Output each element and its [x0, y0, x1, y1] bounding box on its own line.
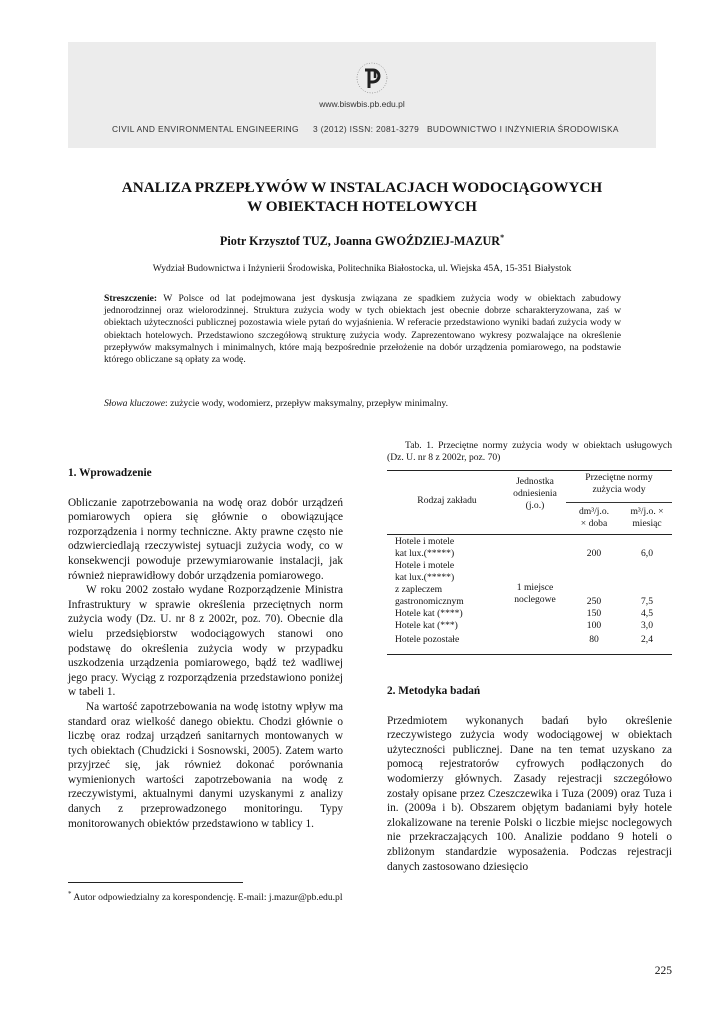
author-footnote-mark: *	[500, 233, 505, 242]
row-name: Hotele pozostałe	[395, 634, 460, 645]
col-header-group-line1: Przeciętne normy	[585, 472, 653, 483]
abstract	[104, 293, 621, 366]
intro-paragraph-1: Obliczanie zapotrzebowania na wodę oraz dobór urządzeń pomiarowych opiera się głównie o obowiązujące rozporządzenia i normy techniczne. Akty prawne często nie odzwierciedlają rzeczywistej sytuacji zużycia wody, co w konsekwencji powoduje przewymiarowanie instalacji, jak również nieprawidłowy dobór urządzenia pomiarowego.	[68, 496, 343, 582]
col-header-daily-line1: dm³/j.o.	[578, 506, 610, 517]
col-header-monthly	[622, 506, 672, 530]
table-caption: Tab. 1. Przeciętne normy zużycia wody w obiektach usługowych (Dz. U. nr 8 z 2002r, poz. 70)	[387, 440, 672, 464]
abstract-text: W Polsce od lat podejmowana jest dyskusja związana ze spadkiem zużycia wody w obiektach zabudowy jednorodzinnej oraz wielorodzinnej. Struktura zużycia wody w tych obiektach jest obecnie dobrze scharakteryzowana, zaś w obiektach użyteczności publicznej pozostawia wiele pytań do wyjaśnienia. W referacie przedstawiono wyniki badań zużycia wody w obiektach hotelowych. Przedstawiono szczegółową strukturę zużycia wody. Zaprezentowano wykresy pozwalające na określenie przepływów maksymalnych i minimalnych, które mają bezpośrednie przełożenie na dobór urządzenia pomiarowego, na podstawie którego obliczane są opłaty za wodę.	[104, 293, 621, 366]
row-name: z zapleczem	[395, 584, 443, 595]
intro-paragraph-2: W roku 2002 zostało wydane Rozporządzenie Ministra Infrastruktury w sprawie określenia przeciętnych norm zużycia wody (Dz. U. nr 8 z 2002r, poz. 70). Obecnie dla wielu przedsiębiorstw wodociągowych stanowi ono podstawę do określenia zużycia wody w przypadku uszkodzenia urządzenia pomiarowego, bądź też wadliwej jego pracy. Wyciąg z rozporządzenia przedstawiono poniżej w tabeli 1.	[68, 584, 343, 699]
table-rule-bottom	[387, 654, 672, 655]
right-column	[387, 684, 672, 874]
row-unit-line2: noclegowe	[514, 594, 556, 605]
row-unit-merged	[487, 582, 583, 606]
table-row	[395, 634, 495, 646]
affiliation: Wydział Budownictwa i Inżynierii Środowiska, Politechnika Białostocka, ul. Wiejska 45A, 15-351 Białystok	[152, 263, 572, 274]
paper-title-line1: ANALIZA PRZEPŁYWÓW W INSTALACJACH WODOCIĄGOWYCH	[121, 179, 603, 196]
table-row	[395, 560, 495, 608]
row-monthly-value: 7,5	[641, 596, 653, 607]
col-header-group-line2: zużycia wody	[592, 484, 646, 495]
col-header-type: Rodzaj zakładu	[417, 495, 477, 506]
row-monthly-value: 2,4	[641, 634, 653, 645]
university-logo	[352, 58, 392, 98]
journal-name-pl: BUDOWNICTWO I INŻYNIERIA ŚRODOWISKA	[427, 124, 619, 134]
col-header-daily	[566, 506, 622, 530]
table-row	[395, 536, 495, 560]
site-url: www.biswbis.pb.edu.pl	[319, 99, 405, 109]
row-monthly-value: 4,5	[641, 608, 653, 619]
col-header-unit-line2: odniesienia	[513, 488, 557, 499]
left-column	[68, 466, 343, 831]
paper-title-line2: W OBIEKTACH HOTELOWYCH	[247, 198, 477, 215]
journal-issue: 3 (2012) ISSN: 2081-3279	[313, 124, 420, 134]
row-name: Hotele i motele	[395, 536, 455, 547]
row-name: Hotele kat (***)	[395, 620, 458, 631]
row-monthly-value: 6,0	[641, 548, 653, 559]
row-name: gastronomicznym	[395, 596, 464, 607]
col-header-daily-line2: × doba	[580, 518, 608, 529]
author-names: Piotr Krzysztof TUZ, Joanna GWOŹDZIEJ-MAZUR	[219, 234, 501, 249]
row-daily-value: 80	[589, 634, 599, 645]
paper-title	[0, 178, 724, 216]
journal-name-en: CIVIL AND ENVIRONMENTAL ENGINEERING	[112, 124, 299, 134]
table-rule-header	[387, 534, 672, 535]
keywords-text: : zużycie wody, wodomierz, przepływ maksymalny, przepływ minimalny.	[165, 398, 448, 409]
row-daily-value: 250	[586, 596, 602, 607]
footnote-mark: *	[68, 890, 72, 898]
col-header-monthly-line1: m³/j.o. ×	[630, 506, 664, 517]
row-daily-value: 200	[586, 548, 602, 559]
col-header-unit-line1: Jednostka	[516, 476, 554, 487]
row-name: Hotele i motele	[395, 560, 455, 571]
keywords	[104, 398, 621, 409]
row-daily-value: 100	[586, 620, 602, 631]
section-heading-methodology: 2. Metodyka badań	[387, 685, 481, 697]
row-daily-value: 150	[586, 608, 602, 619]
row-name: Hotele kat (****)	[395, 608, 463, 619]
abstract-label: Streszczenie:	[104, 293, 158, 304]
table-row	[395, 620, 495, 632]
intro-paragraph-3: Na wartość zapotrzebowania na wodę istotny wpływ ma standard oraz wielkość danego obiektu. Chodzi głównie o liczbę oraz rodzaj urządzeń sanitarnych montowanych w tych obiektach (Chudzicki i Sosnowski, 2005). Zatem warto przyjrzeć się, jak również dokonać porównania wymienionych wartości zapotrzebowania na wodę z rzeczywistymi, aktualnymi danymi uzyskanymi z analizy danych z przeprowadzonego monitoringu. Typy monitorowanych obiektów przedstawiono w tablicy 1.	[68, 700, 343, 830]
table-row	[395, 608, 495, 620]
page-number: 225	[654, 965, 672, 977]
norms-table	[387, 470, 672, 655]
footnote-rule	[68, 882, 243, 883]
table-rule-top	[387, 470, 672, 471]
section-heading-introduction: 1. Wprowadzenie	[68, 467, 152, 479]
methodology-paragraph-1: Przedmiotem wykonanych badań było określenie rzeczywistego zużycia wody wodociągowej w obiektach użyteczności publicznej. Dane na ten temat uzyskano za pomocą rejestratorów cyfrowych podłączonych do wodomierzy głównych. Zasady rejestracji szczegółowo zostały opisane przez Czeszczewika i Tuza (2009) oraz Tuza i in. (2009a i b). Obszarem objętym badaniami były hotele zlokalizowane na terenie Polski o liczbie miejsc noclegowych nie przekraczających 100. Analizie poddano 9 hoteli o zbliżonym standardzie wyposażenia. Podczas rejestracji danych zastosowano dziesięcio	[387, 714, 672, 873]
authors	[0, 233, 724, 249]
row-name: kat lux.(*****)	[395, 572, 455, 583]
row-name: kat lux.(*****)	[395, 548, 455, 559]
row-unit-line1: 1 miejsce	[516, 582, 554, 593]
row-monthly-value: 3,0	[641, 620, 653, 631]
col-header-unit-line3: (j.o.)	[525, 500, 545, 511]
col-header-monthly-line2: miesiąc	[632, 518, 662, 529]
footnote-text: Autor odpowiedzialny za korespondencję. E-mail: j.mazur@pb.edu.pl	[71, 892, 343, 904]
keywords-label: Słowa kluczowe	[104, 398, 166, 409]
footnote	[68, 890, 468, 903]
col-header-group	[566, 472, 672, 496]
